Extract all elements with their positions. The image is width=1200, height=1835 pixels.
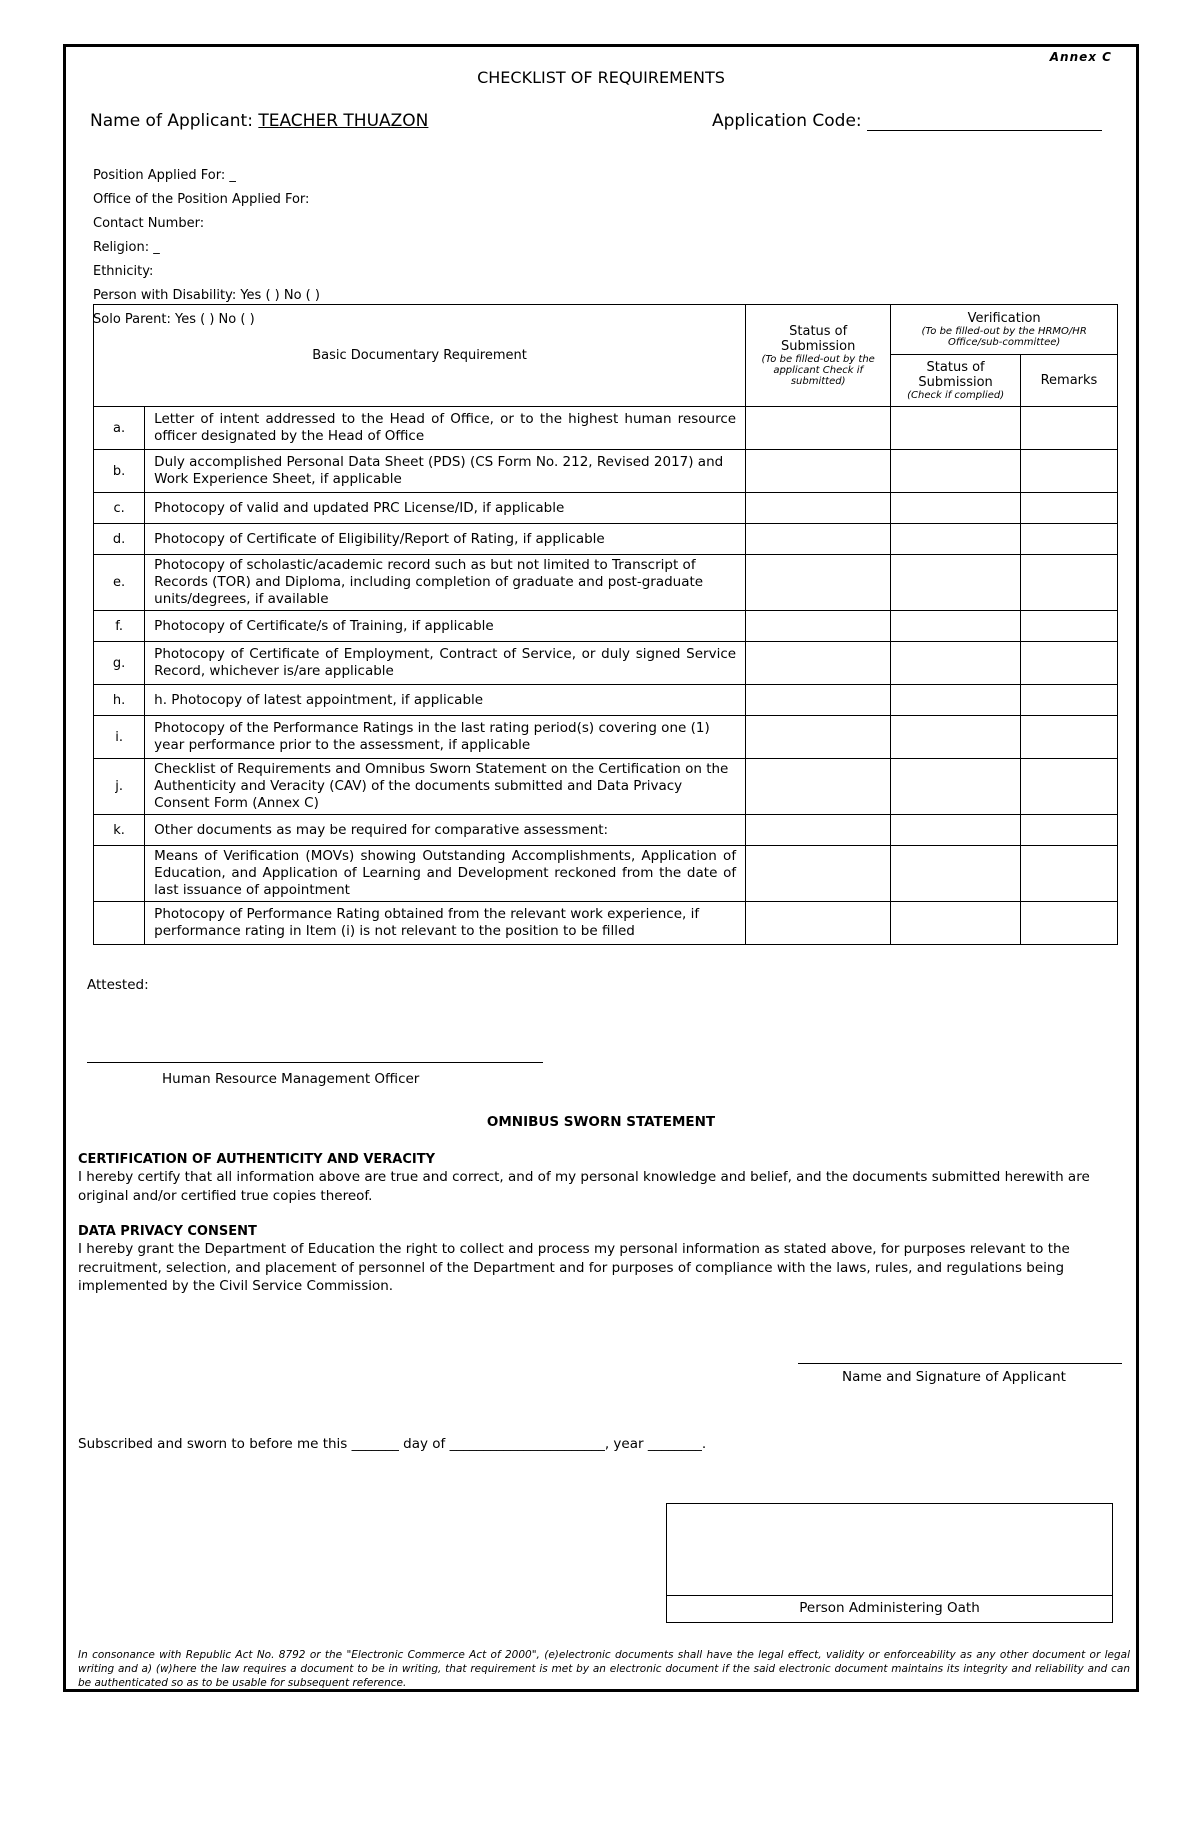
status-cell[interactable]: [746, 407, 891, 450]
row-requirement: Photocopy of Certificate of Eligibility/Report of Rating, if applicable: [145, 524, 746, 555]
religion-line: Religion: _: [93, 240, 160, 255]
remarks-cell[interactable]: [1020, 759, 1117, 815]
row-letter: [94, 846, 145, 902]
remarks-cell[interactable]: [1020, 555, 1117, 611]
application-code-label: Application Code:: [712, 111, 862, 131]
verification-cell[interactable]: [891, 407, 1021, 450]
status-cell[interactable]: [746, 759, 891, 815]
remarks-cell[interactable]: [1020, 407, 1117, 450]
status-cell[interactable]: [746, 642, 891, 685]
status-cell[interactable]: [746, 524, 891, 555]
oath-label: Person Administering Oath: [667, 1595, 1112, 1622]
row-letter: f.: [94, 611, 145, 642]
row-requirement: h. Photocopy of latest appointment, if applicable: [145, 685, 746, 716]
remarks-cell[interactable]: [1020, 902, 1117, 945]
table-row: [94, 685, 1118, 716]
status-cell[interactable]: [746, 611, 891, 642]
ethnicity-line: Ethnicity:: [93, 264, 154, 279]
table-row: [94, 642, 1118, 685]
remarks-cell[interactable]: [1020, 450, 1117, 493]
header-requirement: Basic Documentary Requirement: [94, 305, 746, 407]
applicant-signature-label: Name and Signature of Applicant: [842, 1369, 1066, 1385]
remarks-cell[interactable]: [1020, 716, 1117, 759]
annex-label: Annex C: [1049, 50, 1112, 64]
status-cell[interactable]: [746, 450, 891, 493]
header-status: [746, 305, 891, 407]
table-row: [94, 815, 1118, 846]
verification-cell[interactable]: [891, 815, 1021, 846]
row-requirement: Photocopy of valid and updated PRC License/ID, if applicable: [145, 493, 746, 524]
applicant-signature-line[interactable]: [798, 1363, 1122, 1364]
header-status-label: Status of Submission: [780, 324, 856, 354]
status-cell[interactable]: [746, 815, 891, 846]
status-cell[interactable]: [746, 846, 891, 902]
privacy-text: I hereby grant the Department of Education the right to collect and process my personal information as stated above, for purposes relevant to the recruitment, selection, and placement of personnel of the Department and for purposes of compliance with the laws, rules, and regulations being implemented by the Civil Service Commission.: [78, 1241, 1070, 1294]
header-ver-status: [891, 355, 1021, 407]
remarks-cell[interactable]: [1020, 493, 1117, 524]
verification-cell[interactable]: [891, 524, 1021, 555]
remarks-cell[interactable]: [1020, 846, 1117, 902]
table-row: [94, 716, 1118, 759]
status-cell[interactable]: [746, 716, 891, 759]
sworn-statement: Subscribed and sworn to before me this _______ day of _______________________, year ________.: [78, 1436, 707, 1452]
row-requirement: Duly accomplished Personal Data Sheet (PDS) (CS Form No. 212, Revised 2017) and Work Experience Sheet, if applicable: [145, 450, 746, 493]
requirements-table: [93, 304, 1118, 945]
header-verification: [891, 305, 1118, 355]
row-requirement: Photocopy of scholastic/academic record such as but not limited to Transcript of Records (TOR) and Diploma, including completion of graduate and post-graduate units/degrees, if available: [145, 555, 746, 611]
footnote: In consonance with Republic Act No. 8792 or the "Electronic Commerce Act of 2000", (e)electronic documents shall have the legal effect, validity or enforceability as any other document or legal writing and a) (w)here the law requires a document to be in writing, that requirement is met by an electronic document if the said electronic document maintains its integrity and reliability and can be authenticated so as to be usable for subsequent reference.: [78, 1649, 1130, 1689]
page-title: CHECKLIST OF REQUIREMENTS: [477, 68, 725, 87]
table-row: [94, 846, 1118, 902]
verification-cell[interactable]: [891, 759, 1021, 815]
verification-cell[interactable]: [891, 642, 1021, 685]
omnibus-title: OMNIBUS SWORN STATEMENT: [486, 1114, 716, 1130]
table-row: [94, 407, 1118, 450]
header-verification-label: Verification: [967, 311, 1041, 326]
contact-number-line: Contact Number:: [93, 216, 205, 231]
solo-parent-line: Solo Parent: Yes ( ) No ( ): [93, 312, 255, 327]
verification-cell[interactable]: [891, 450, 1021, 493]
header-remarks: Remarks: [1020, 355, 1117, 407]
row-letter: e.: [94, 555, 145, 611]
remarks-cell[interactable]: [1020, 611, 1117, 642]
row-requirement: Photocopy of Certificate/s of Training, if applicable: [145, 611, 746, 642]
row-requirement: Letter of intent addressed to the Head of Office, or to the highest human resource officer designated by the Head of Office: [145, 407, 746, 450]
applicant-name-row: [90, 111, 428, 131]
status-cell[interactable]: [746, 555, 891, 611]
row-letter: h.: [94, 685, 145, 716]
remarks-cell[interactable]: [1020, 642, 1117, 685]
row-letter: a.: [94, 407, 145, 450]
verification-cell[interactable]: [891, 685, 1021, 716]
status-cell[interactable]: [746, 685, 891, 716]
row-letter: i.: [94, 716, 145, 759]
header-ver-status-label: Status of Submission: [918, 360, 993, 390]
applicant-name-label: Name of Applicant:: [90, 111, 253, 131]
verification-cell[interactable]: [891, 611, 1021, 642]
hrmo-signature-line[interactable]: [87, 1062, 543, 1063]
row-requirement: Photocopy of Certificate of Employment, Contract of Service, or duly signed Service Record, whichever is/are applicable: [145, 642, 746, 685]
verification-cell[interactable]: [891, 555, 1021, 611]
verification-cell[interactable]: [891, 902, 1021, 945]
disability-line: Person with Disability: Yes ( ) No ( ): [93, 288, 320, 303]
table-row: [94, 555, 1118, 611]
table-row: [94, 759, 1118, 815]
remarks-cell[interactable]: [1020, 685, 1117, 716]
privacy-heading: DATA PRIVACY CONSENT: [78, 1224, 257, 1239]
header-status-note: (To be filled-out by the applicant Check if submitted): [761, 354, 875, 387]
header-verification-note: (To be filled-out by the HRMO/HR Office/sub-committee): [921, 326, 1087, 348]
verification-cell[interactable]: [891, 846, 1021, 902]
row-requirement: Photocopy of Performance Rating obtained from the relevant work experience, if performance rating in Item (i) is not relevant to the position to be filled: [145, 902, 746, 945]
status-cell[interactable]: [746, 493, 891, 524]
hrmo-label: Human Resource Management Officer: [162, 1071, 420, 1087]
verification-cell[interactable]: [891, 716, 1021, 759]
attested-label: Attested:: [87, 977, 149, 993]
status-cell[interactable]: [746, 902, 891, 945]
row-letter: b.: [94, 450, 145, 493]
cav-text: I hereby certify that all information above are true and correct, and of my personal knowledge and belief, and the documents submitted herewith are original and/or certified true copies thereof.: [78, 1169, 1090, 1204]
table-row: [94, 493, 1118, 524]
row-requirement: Photocopy of the Performance Ratings in the last rating period(s) covering one (1) year performance prior to the assessment, if applicable: [145, 716, 746, 759]
applicant-name-value: TEACHER THUAZON: [258, 111, 429, 131]
row-letter: g.: [94, 642, 145, 685]
verification-cell[interactable]: [891, 493, 1021, 524]
row-requirement: Other documents as may be required for comparative assessment:: [145, 815, 746, 846]
row-letter: [94, 902, 145, 945]
form-frame: [63, 44, 1139, 1692]
oath-box[interactable]: [666, 1503, 1113, 1623]
table-row: [94, 611, 1118, 642]
application-code-field[interactable]: [867, 115, 1102, 131]
row-requirement: Means of Verification (MOVs) showing Outstanding Accomplishments, Application of Education, and Application of Learning and Development reckoned from the date of last issuance of appointment: [145, 846, 746, 902]
table-row: [94, 524, 1118, 555]
table-row: [94, 450, 1118, 493]
application-code-row: [712, 111, 1102, 131]
row-requirement: Checklist of Requirements and Omnibus Sworn Statement on the Certification on the Authenticity and Veracity (CAV) of the documents submitted and Data Privacy Consent Form (Annex C): [145, 759, 746, 815]
row-letter: d.: [94, 524, 145, 555]
row-letter: c.: [94, 493, 145, 524]
table-row: [94, 902, 1118, 945]
row-letter: k.: [94, 815, 145, 846]
header-ver-status-note: (Check if complied): [907, 390, 1005, 401]
office-position-line: Office of the Position Applied For:: [93, 192, 310, 207]
remarks-cell[interactable]: [1020, 815, 1117, 846]
position-applied-line: Position Applied For: _: [93, 168, 236, 183]
cav-heading: CERTIFICATION OF AUTHENTICITY AND VERACITY: [78, 1152, 436, 1167]
remarks-cell[interactable]: [1020, 524, 1117, 555]
row-letter: j.: [94, 759, 145, 815]
